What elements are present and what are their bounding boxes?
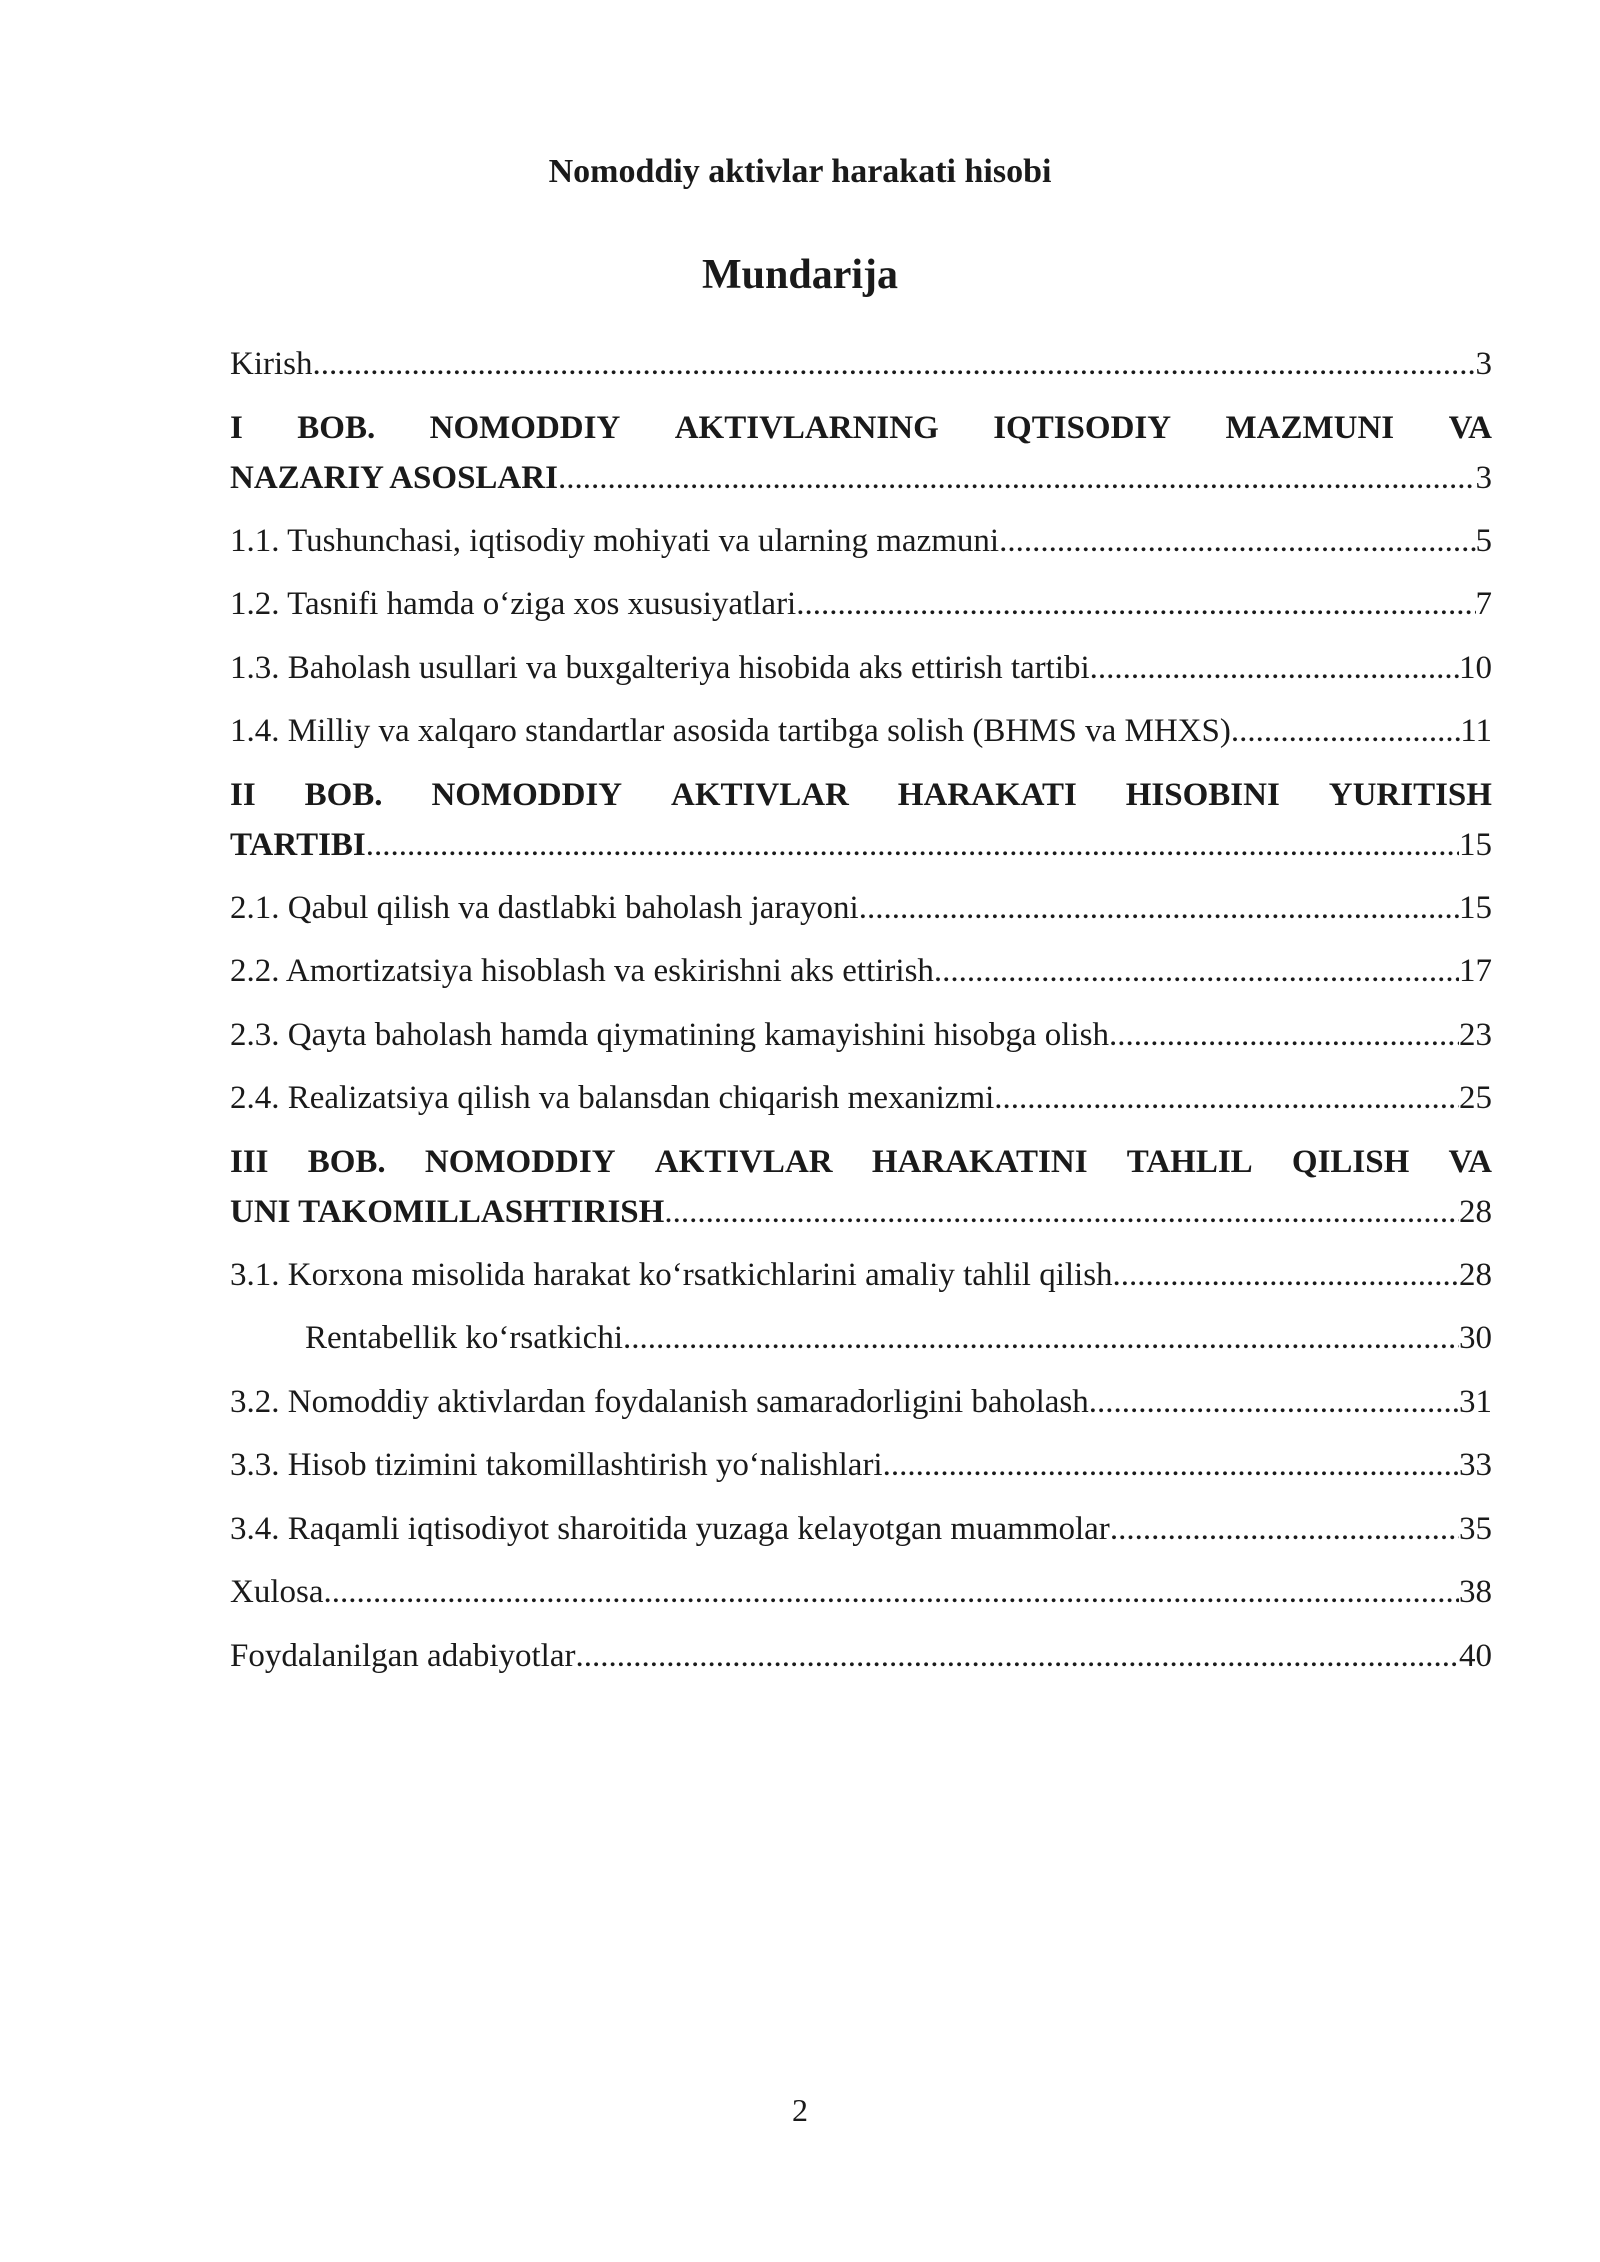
toc-chapter-heading-line — [230, 403, 1492, 453]
toc-entry-chapter-2[interactable] — [230, 770, 1492, 883]
toc-entry-2-2[interactable] — [230, 946, 1492, 1010]
toc-entry-xulosa[interactable] — [230, 1567, 1492, 1631]
toc-entry-title: 3.2. Nomoddiy aktivlardan foydalanish samaradorligini baholash — [230, 1383, 1089, 1420]
toc-page-number: 38 — [1459, 1574, 1492, 1610]
table-of-contents — [230, 339, 1492, 1694]
toc-leader-dots — [576, 1631, 1460, 1681]
toc-word: HISOBINI — [1125, 776, 1280, 813]
toc-entry-1-3[interactable] — [230, 643, 1492, 707]
toc-entry-title: 3.3. Hisob tizimini takomillashtirish yo‘nalishlari — [230, 1447, 883, 1483]
toc-word: NOMODDIY — [424, 1143, 616, 1180]
toc-page-number: 7 — [1475, 586, 1492, 622]
toc-page-number: 3 — [1475, 346, 1492, 382]
toc-entry-rentabellik[interactable] — [230, 1313, 1492, 1377]
toc-entry-title: 2.4. Realizatsiya qilish va balansdan chiqarish mexanizmi — [230, 1080, 995, 1116]
toc-word: HARAKATI — [897, 776, 1077, 813]
toc-word: MAZMUNI — [1225, 409, 1395, 446]
toc-entry-title: 1.4. Milliy va xalqaro standartlar asosida tartibga solish (BHMS va MHXS) — [230, 713, 1231, 749]
toc-page-number: 5 — [1475, 522, 1492, 559]
toc-heading: Mundarija — [701, 252, 898, 298]
page-number: 2 — [792, 2092, 808, 2128]
toc-word: AKTIVLAR — [671, 776, 849, 813]
toc-leader-dots — [1110, 1504, 1459, 1554]
toc-page-number: 15 — [1459, 889, 1492, 926]
toc-leader-dots — [366, 820, 1459, 870]
toc-page-number: 25 — [1459, 1080, 1492, 1116]
toc-entry-title: 3.1. Korxona misolida harakat ko‘rsatkichlarini amaliy tahlil qilish — [230, 1256, 1113, 1293]
toc-page-number: 40 — [1459, 1637, 1492, 1674]
toc-page-number: 10 — [1459, 649, 1492, 686]
toc-leader-dots — [1113, 1250, 1459, 1300]
toc-entry-3-3[interactable] — [230, 1440, 1492, 1504]
toc-page-number: 11 — [1460, 713, 1492, 749]
toc-entry-title: NAZARIY ASOSLARI — [230, 459, 558, 496]
toc-word: VA — [1448, 409, 1492, 446]
toc-page-number: 15 — [1459, 826, 1492, 863]
toc-entry-title: 1.2. Tasnifi hamda o‘ziga xos xususiyatlari — [230, 586, 797, 622]
toc-entry-2-3[interactable] — [230, 1010, 1492, 1074]
toc-word: IQTISODIY — [993, 409, 1172, 446]
toc-leader-dots — [859, 883, 1459, 933]
toc-entry-title: 2.1. Qabul qilish va dastlabki baholash jarayoni — [230, 889, 859, 926]
toc-leader-dots — [999, 516, 1475, 566]
toc-leader-dots — [324, 1567, 1460, 1617]
toc-entry-title: TARTIBI — [230, 826, 366, 863]
toc-entry-3-2[interactable] — [230, 1377, 1492, 1441]
toc-word: BOB. — [297, 409, 376, 446]
toc-page-number: 3 — [1475, 459, 1492, 496]
toc-entry-title: 1.3. Baholash usullari va buxgalteriya hisobida aks ettirish tartibi — [230, 649, 1090, 686]
toc-word: TAHLIL — [1126, 1143, 1253, 1180]
toc-entry-title: 1.1. Tushunchasi, iqtisodiy mohiyati va ularning mazmuni — [230, 522, 1000, 559]
toc-entry-title: 2.3. Qayta baholash hamda qiymatining kamayishini hisobga olish — [230, 1016, 1109, 1053]
toc-leader-dots — [623, 1313, 1459, 1363]
toc-chapter-heading-line — [230, 770, 1492, 820]
toc-entry-title: Foydalanilgan adabiyotlar — [230, 1637, 576, 1674]
toc-leader-dots — [664, 1187, 1459, 1237]
toc-word: YURITISH — [1328, 776, 1492, 813]
toc-entry-chapter-1[interactable] — [230, 403, 1492, 516]
toc-page-number: 28 — [1459, 1256, 1492, 1293]
toc-leader-dots — [1090, 643, 1459, 693]
toc-leader-dots — [1231, 706, 1460, 756]
toc-entry-title: Xulosa — [230, 1574, 324, 1610]
toc-entry-title: 2.2. Amortizatsiya hisoblash va eskirishni aks ettirish — [230, 953, 934, 989]
toc-page-number: 33 — [1459, 1447, 1492, 1483]
toc-leader-dots — [1109, 1010, 1459, 1060]
document-title: Nomoddiy aktivlar harakati hisobi — [548, 153, 1052, 190]
toc-word: II — [230, 776, 256, 813]
toc-leader-dots — [558, 453, 1476, 503]
toc-leader-dots — [796, 579, 1475, 629]
toc-entry-title: UNI TAKOMILLASHTIRISH — [230, 1193, 665, 1230]
toc-leader-dots — [313, 339, 1476, 389]
toc-leader-dots — [1089, 1377, 1459, 1427]
toc-page-number: 28 — [1459, 1193, 1492, 1230]
toc-leader-dots — [934, 946, 1459, 996]
toc-word: AKTIVLAR — [654, 1143, 833, 1180]
toc-entry-title: Rentabellik ko‘rsatkichi — [305, 1320, 623, 1356]
toc-entry-1-1[interactable] — [230, 516, 1492, 580]
toc-word: HARAKATINI — [871, 1143, 1088, 1180]
toc-word: NOMODDIY — [429, 409, 621, 446]
toc-word: I — [230, 409, 243, 446]
toc-word: VA — [1448, 1143, 1492, 1180]
toc-word: BOB. — [304, 776, 383, 813]
toc-entry-title: 3.4. Raqamli iqtisodiyot sharoitida yuzaga kelayotgan muammolar — [230, 1510, 1110, 1547]
toc-page-number: 23 — [1459, 1016, 1492, 1053]
toc-entry-3-1[interactable] — [230, 1250, 1492, 1314]
toc-page-number: 35 — [1459, 1510, 1492, 1547]
toc-leader-dots — [994, 1073, 1459, 1123]
toc-page-number: 31 — [1459, 1383, 1492, 1420]
toc-page-number: 30 — [1459, 1320, 1492, 1356]
toc-word: AKTIVLARNING — [674, 409, 939, 446]
toc-entry-kirish[interactable] — [230, 339, 1492, 403]
toc-entry-2-4[interactable] — [230, 1073, 1492, 1137]
toc-entry-3-4[interactable] — [230, 1504, 1492, 1568]
toc-page-number: 17 — [1459, 953, 1492, 989]
toc-word: NOMODDIY — [431, 776, 623, 813]
toc-entry-1-4[interactable] — [230, 706, 1492, 770]
toc-word: BOB. — [307, 1143, 386, 1180]
toc-entry-chapter-3[interactable] — [230, 1137, 1492, 1250]
toc-chapter-heading-line — [230, 1137, 1492, 1187]
toc-word: III — [230, 1143, 269, 1180]
toc-entry-title: Kirish — [230, 346, 313, 382]
toc-entry-1-2[interactable] — [230, 579, 1492, 643]
toc-leader-dots — [883, 1440, 1459, 1490]
toc-word: QILISH — [1291, 1143, 1410, 1180]
toc-entry-2-1[interactable] — [230, 883, 1492, 947]
toc-entry-adabiyotlar[interactable] — [230, 1631, 1492, 1695]
